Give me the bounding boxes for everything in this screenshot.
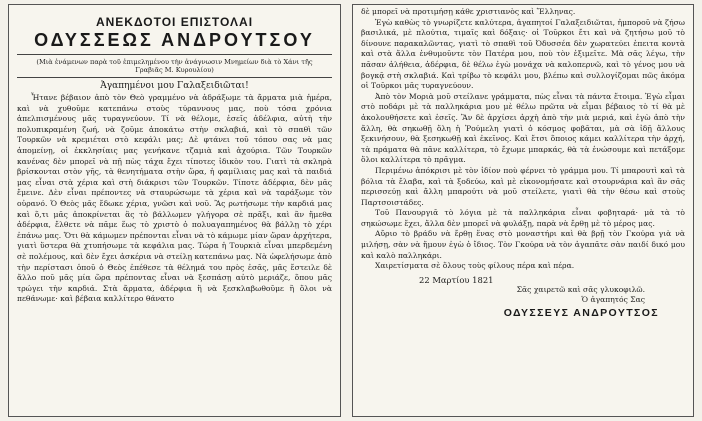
left-column — [8, 4, 341, 417]
letter-paragraph: Αὔριο τὸ βράδυ νὰ ἔρθῃ ἕνας στὸ μοναστήρι καὶ θὰ βρῇ τὸν Γκούρα γιὰ νὰ μιλήσῃ, σὰν νὰ ἤμουν ἐγὼ ὁ ἴδιος. Τὸν Γκούρα νὰ τὸν ἀγαπᾶτε σὰν παιδί δικό μου καὶ καλὸ παλληκάρι. — [361, 229, 685, 260]
article-heading-small: ΑΝΕΚΔΟΤΟΙ ΕΠΙΣΤΟΛΑΙ — [95, 15, 254, 29]
letter-paragraph: Ἦτανε βέβαιον ἀπὸ τὸν Θεὸ γραμμένο νὰ ἀδράξωμε τὰ ἄρματα μιὰ ἡμέρα, καὶ νὰ χυθοῦμε κατεπάνω στοὺς τύραννους μας, ποὺ τόσα χρόνια ἀπελπισμένους μᾶς τυραγνεύουν. Τί νὰ θέλομε, ἐσεῖς ἀδέλφια, αὐτὴ τὴν πολυπικραμένη ζωή, νὰ ζοῦμε ἀποκάτω στὴν σκλαβιά, καὶ τὸ σπαθὶ τῶν Τουρκῶν νὰ κρεμιέται στὸ κεφάλι μας; Δὲ φτάνει τοῦ τόπου σας νὰ μας ἀπομείνῃ, οἱ ἐκκλησίαις μας γενήκανε τζαμιὰ καὶ ἀχούρια. Τῶν Τουρκῶν κανένας δὲν μπορεῖ νὰ πῇ πὼς τάχα ἔχει τίποτες ἰδικὸν του. Γιατὶ τὰ σκληρὰ βρίσκονται στὸν γῆς, τὰ θενητήματα στὴν ὥρα, ἡ φαμίλιαις μας καὶ τὰ παιδιά μας εἶναι στὰ χέρια καὶ στὴ διάκρισι τῶν Τουρκῶν. Τίποτε ἀδέρφια, δὲν μᾶς ἔμεινε. Δὲν εἶναι πρέποντες νὰ σταυρώσωμε τὰ χέρια καὶ νὰ ταράξωμε τὸν οὐρανό. Ὁ Θεὸς μᾶς ἔδωκε χέρια, γνῶσι καὶ νοῦ. Ἂς ρωτήσωμε τὴν καρδιά μας καὶ ὅ,τι μᾶς ἀποκρίνεται ἂς τὸ βάλλωμεν γλήγορα σὲ πρᾶξι, καὶ ἂν ἤμεθα ἀδέρφια, ἔλθετε νὰ πᾶμε ἕως τὸ χριστὸ ὁ πολυαγαπημένος θὰ βάλλῃ τὸ χέρι ἐπάνω μας. Ὅτι θὰ κάμωμεν πρέπονται εἶναι νὰ τὸ κάμωμε μίαν ὥραν ἀρχήτερα, γιατὶ ὕστερα θὰ χτυπήσωμε τὰ κεφάλια μας. Τώρα ἡ Τουρκιὰ εἶναι μπερδεμένη σὲ πολέμους, καὶ δὲν ἔχει ἀσκέρια νὰ στείλῃ κατεπάνω μας. Νὰ ὠφελήσωμε ἀπὸ τὴν περίστασι ὁποῦ ὁ Θεὸς ἐπέθεσε τὰ θέλημά του πρὸς ἐσᾶς, μᾶς ἔστειλε δὲ ἄλλο ποῦ μᾶς μία ὥρα πρέποντας εἶναι νὰ ξεσπάσῃ αὐτὸ μεριάζε, ὅπου μᾶς τρώγει τὴν καρδιά. Στὰ ἄρματα, ἀδέρφια ἢ νὰ ξεσκλαβωθοῦμε ἢ ὅλοι νὰ πεθάνωμε· καὶ βέβαια καλλίτερο θάνατο — [17, 93, 332, 304]
letter-paragraph: Ἀπὸ τὸν Μοριὰ μοῦ στείλανε γράμματα, πὼς εἶναι τὰ πάντα ἕτοιμα. Ἐγὼ εἶμαι στὸ ποδάρι μὲ τὰ παλληκάρια μου μὲ θέλω πρῶτα νὰ εἶμαι βέβαιος τὸ τί θὰ μὲ ἀκολουθήσετε καὶ ἐσεῖς. Ἂν δὲ ἀρχίσει ἀρχὴ ἀπὸ τὴν μιὰ μεριά, καὶ ἐγὼ ἀπὸ τὴν ἄλλη, θὰ σηκωθῇ ὅλη ἡ Ῥούμελη γιατὶ ὁ κόσμος φοβᾶται, μὰ σὰ ἰδῇ ἄλλους ξεκινήσουν, θὰ ξεσηκωθῇ καὶ ἐκεῖνος. Καὶ ἔτσι ὅποιος κάμει καλλίτερα τὴν ἀρχή, τὰ πράματα θὰ πᾶνε καλλίτερα, τὸ ἔχωμε μπαρκάς, θὰ τὰ ἑνώσουμε καὶ πετάξομε ὅλοι καλλίτερα τὸ πρᾶγμα. — [361, 91, 685, 165]
letter-paragraph: Περιμένω ἀπόκρισι μὲ τὸν ἰδίον ποὺ φέρνει τὸ γράμμα μου. Τί μπαρουτὶ καὶ τὰ βόλια τὰ ἔλαβα, καὶ τὰ ξοδεύω, καὶ μὲ εἰκονομήσατε καὶ στουρνάρια καὶ ἂν σᾶς περισσεύῃ καὶ ἄλλη μπαρούτι νὰ μοῦ στείλετε, γιατὶ θὰ τὴν θέσω καὶ στοὺς Παρτσοιστάδες. — [361, 165, 685, 207]
letter-signature: ΟΔΥΣΣΕΥΣ ΑΝΔΡΟΥΤΣΟΣ — [503, 307, 659, 320]
article-heading-large: ΟΔΥΣΣΕΩΣ ΑΝΔΡΟΥΤΣΟΥ — [34, 30, 315, 50]
letter-paragraph: Τοῦ Πανουργιᾶ τὸ λόγια μὲ τὰ παλληκάρια εἶναι φοβηταρά· μὰ τὰ τὸ σηκώσωμε ἔχει, ἄλλα δὲν μπορεῖ νὰ φυλάξῃ, παρὰ νὰ ἔρθῃ μὲ τὸ μέρος μας. — [361, 208, 685, 228]
letter-closing: Ὁ ἀγαπητός Σας — [581, 295, 645, 305]
letter-date: 22 Μαρτίου 1821 — [419, 274, 494, 285]
letter-salutation: Ἀγαπημένοι μου Γαλαξειδιῶται! — [100, 81, 249, 91]
editorial-note: (Μιὰ ἐνάμενων παρὰ τοῦ ἐπιμελημένου τὴν ἀνάγνωσιν Μνημείων διὰ τὸ Χάνι τῆς Γραβιᾶς Μ. Κυρουλίου) — [36, 58, 313, 74]
letter-paragraph: Ἐγὼ καθὼς τὸ γνωρίζετε καλύτερα, ἀγαπητοί Γαλαξειδιῶται, ἠμποροῦ νὰ ζήσω βασιλικά, μὲ πλούτια, τιμαῖς καὶ δόξαις· οἱ Τοῦρκοι ἔτι καὶ νὰ ζητήσω μοῦ τὸ δίνουνε παρακαλῶντας, γιατὶ τὸ σπαθὶ τοῦ Ὀδυσσέα δὲν χωρατεύει ἐπειτα κοντὰ καὶ στὰ ἄλλα ἐνθυμοῦντε τὸν Πατέρα μου, ποὺ τὸν ἐξιμεῖτε. Μὰ σᾶς λέγω, τὴν πᾶσαν ἀλήθεια, ἀδέρφια, δὲ θέλω ἐγὼ μονάχα νὰ καλοπερνῶ, καὶ τὸ γένος μου νὰ βογκᾷ στὴ σκλαβιά. Καὶ τρίβω τὸ κεφάλι μου, βλέπω καὶ συλλογίζομαι πῶς ἀκόμα οἱ Τοῦρκοι μᾶς τυραγνεύουν. — [361, 17, 685, 91]
divider — [17, 77, 332, 78]
right-column — [352, 4, 694, 417]
letter-paragraph: δὲ μπορεῖ νὰ προτιμήσῃ κάθε χριστιανὸς καὶ Ἕλληνας. — [361, 7, 576, 16]
letter-closing: Σᾶς χαιρετῶ καὶ σᾶς γλυκοφιλῶ. — [516, 284, 645, 294]
divider — [17, 54, 332, 55]
letter-paragraph: Χαιρετίσματα σὲ ὅλους τοὺς φίλους πέρα καὶ πέρα. — [375, 261, 575, 271]
